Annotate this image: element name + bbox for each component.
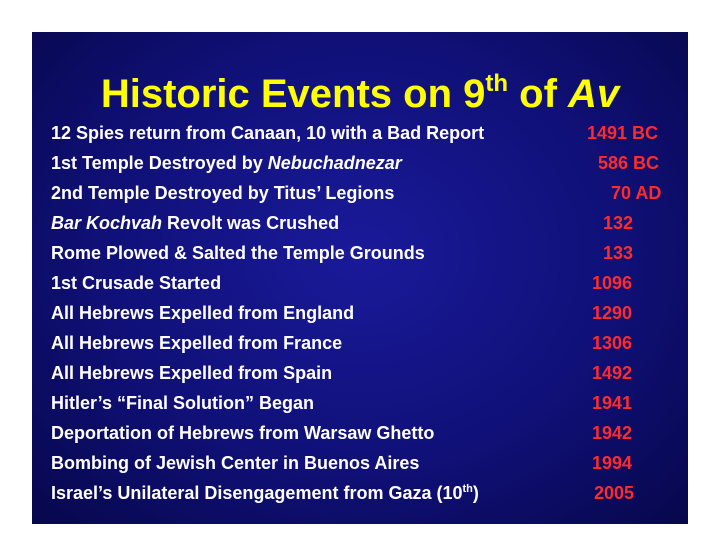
event-text-italic: Bar Kochvah	[51, 213, 163, 233]
event-label	[51, 391, 314, 415]
event-row	[51, 211, 681, 235]
event-row	[51, 121, 681, 145]
event-label	[51, 451, 419, 475]
event-text: All Hebrews Expelled from France	[51, 333, 343, 353]
event-text: 1st Temple Destroyed by	[51, 153, 268, 173]
event-row	[51, 271, 681, 295]
event-row	[51, 421, 681, 445]
event-text-suffix: )	[472, 483, 479, 503]
slide	[32, 32, 688, 524]
event-year: 1491 BC	[587, 123, 659, 143]
event-row	[51, 241, 681, 265]
event-row	[51, 361, 681, 385]
event-label	[51, 361, 332, 385]
event-text: Hitler’s “Final Solution” Began	[51, 393, 315, 413]
event-text: 12 Spies return from Canaan, 10 with a Bad Report	[51, 123, 485, 143]
event-row	[51, 391, 681, 415]
event-label	[51, 331, 342, 355]
event-label	[51, 151, 402, 175]
event-year: 70 AD	[611, 183, 662, 203]
title-emphasis: Av	[568, 72, 620, 116]
event-row	[51, 481, 681, 505]
event-label	[51, 271, 221, 295]
event-year: 1290	[592, 303, 633, 323]
event-year: 1096	[592, 273, 633, 293]
event-year: 133	[603, 243, 634, 263]
event-text: 1st Crusade Started	[51, 273, 222, 293]
event-year: 2005	[594, 483, 635, 503]
event-row	[51, 331, 681, 355]
title-connector: of	[508, 72, 569, 116]
event-label	[51, 121, 484, 145]
event-label	[51, 211, 339, 235]
event-text: All Hebrews Expelled from England	[51, 303, 355, 323]
event-text: Israel’s Unilateral Disengagement from Gaza (10	[51, 483, 463, 503]
event-year: 1941	[592, 393, 633, 413]
title-main: Historic Events on 9	[100, 72, 486, 116]
event-label	[51, 241, 425, 265]
event-label	[51, 301, 354, 325]
event-year: 1492	[592, 363, 633, 383]
event-text: All Hebrews Expelled from Spain	[51, 363, 333, 383]
event-row	[51, 181, 681, 205]
event-text: 2nd Temple Destroyed by Titus’ Legions	[51, 183, 395, 203]
event-label	[51, 421, 434, 445]
event-text-superscript: th	[462, 483, 473, 495]
event-row	[51, 301, 681, 325]
event-year: 1994	[592, 453, 633, 473]
event-text: Revolt was Crushed	[162, 213, 340, 233]
event-label	[51, 481, 479, 505]
event-label	[51, 181, 394, 205]
event-year: 1942	[592, 423, 633, 443]
event-year: 132	[603, 213, 634, 233]
event-text: Deportation of Hebrews from Warsaw Ghetto	[51, 423, 435, 443]
event-year: 1306	[592, 333, 633, 353]
event-row	[51, 451, 681, 475]
title-superscript: th	[485, 70, 509, 97]
event-year: 586 BC	[598, 153, 660, 173]
event-row	[51, 151, 681, 175]
event-text: Rome Plowed & Salted the Temple Grounds	[51, 243, 425, 263]
event-text-italic: Nebuchadnezar	[267, 153, 402, 173]
events-list	[32, 32, 688, 524]
event-text: Bombing of Jewish Center in Buenos Aires	[51, 453, 420, 473]
